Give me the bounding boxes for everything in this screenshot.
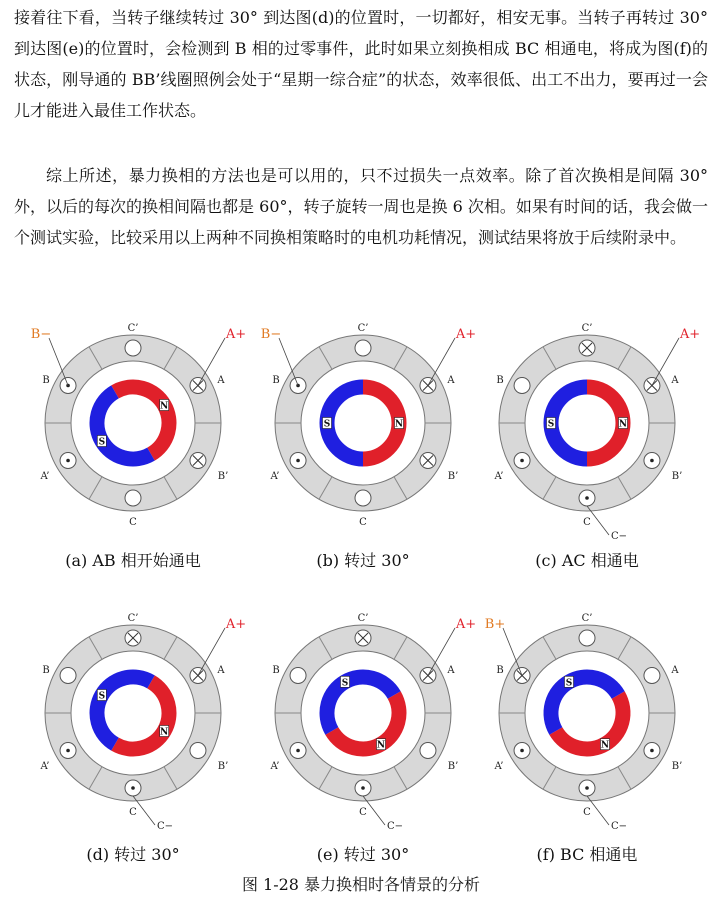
label-a: A bbox=[671, 375, 679, 386]
current-label-a-plus: A+ bbox=[679, 327, 701, 342]
rotor-n-label: N bbox=[600, 740, 610, 751]
rotor-n-label: N bbox=[394, 419, 404, 430]
label-b: B bbox=[42, 375, 50, 386]
current-label-a-plus: A+ bbox=[225, 327, 247, 342]
label-a: A bbox=[671, 665, 679, 676]
label-c: C bbox=[359, 517, 367, 528]
motor-diagram bbox=[248, 318, 478, 547]
current-label-b-plus: B+ bbox=[484, 617, 506, 632]
label-a-prime: A’ bbox=[270, 471, 280, 482]
motor-diagram bbox=[248, 608, 478, 837]
current-label-c-minus: C− bbox=[610, 531, 628, 542]
rotor-s-label: S bbox=[98, 691, 106, 702]
current-label-c-minus: C− bbox=[610, 821, 628, 832]
label-a: A bbox=[217, 375, 225, 386]
slot-b bbox=[290, 668, 306, 684]
rotor-s-label: S bbox=[323, 419, 331, 430]
label-c-prime: C’ bbox=[581, 323, 593, 334]
label-a-prime: A’ bbox=[40, 761, 50, 772]
label-b: B bbox=[496, 375, 504, 386]
slot-c-prime bbox=[355, 340, 371, 356]
current-label-c-minus: C− bbox=[386, 821, 404, 832]
label-c-prime: C’ bbox=[127, 323, 139, 334]
current-label-c-minus: C− bbox=[156, 821, 174, 832]
label-c-prime: C’ bbox=[357, 323, 369, 334]
current-label-a-plus: A+ bbox=[455, 617, 477, 632]
subfigure-caption: (e) 转过 30° bbox=[316, 845, 410, 864]
label-c: C bbox=[583, 807, 591, 818]
label-b: B bbox=[42, 665, 50, 676]
slot-c bbox=[125, 490, 141, 506]
motor-diagram bbox=[472, 608, 702, 837]
label-b-prime: B’ bbox=[217, 761, 229, 772]
subfigure-caption: (a) AB 相开始通电 bbox=[65, 551, 201, 570]
rotor-s-label: S bbox=[341, 678, 349, 689]
label-b: B bbox=[272, 665, 280, 676]
label-b-prime: B’ bbox=[671, 761, 683, 772]
label-b: B bbox=[496, 665, 504, 676]
rotor-s-label: S bbox=[98, 437, 106, 448]
label-c-prime: C’ bbox=[357, 613, 369, 624]
subfigure-caption: (c) AC 相通电 bbox=[535, 551, 639, 570]
rotor-n-label: N bbox=[376, 740, 386, 751]
label-a-prime: A’ bbox=[494, 761, 504, 772]
label-b-prime: B’ bbox=[217, 471, 229, 482]
label-c: C bbox=[583, 517, 591, 528]
rotor-n-label: N bbox=[618, 419, 628, 430]
label-a: A bbox=[217, 665, 225, 676]
current-label-a-plus: A+ bbox=[455, 327, 477, 342]
label-b-prime: B’ bbox=[447, 471, 459, 482]
subfigure-caption: (b) 转过 30° bbox=[316, 551, 410, 570]
label-a: A bbox=[447, 375, 455, 386]
rotor-s-label: S bbox=[547, 419, 555, 430]
slot-b-prime bbox=[190, 743, 206, 759]
label-c: C bbox=[129, 517, 137, 528]
figure-caption: 图 1-28 暴力换相时各情景的分析 bbox=[241, 875, 481, 894]
label-a-prime: A’ bbox=[40, 471, 50, 482]
rotor-s-label: S bbox=[565, 678, 573, 689]
rotor-n-label: N bbox=[160, 401, 169, 412]
paragraph-2: 综上所述，暴力换相的方法也是可以用的，只不过损失一点效率。除了首次换相是间隔 30° 外，以后的每次的换相间隔也都是 60°，转子旋转一周也是换 6 次相。如果有时间的话，我会做一个测试实验，比较采用以上两种不同换相策略时的电机功耗情况，测试结果将放于后续附录中。 bbox=[14, 166, 708, 247]
label-c: C bbox=[129, 807, 137, 818]
slot-c-prime bbox=[579, 630, 595, 646]
paragraph-1: 接着往下看，当转子继续转过 30° 到达图(d)的位置时，一切都好，相安无事。当转子再转过 30° 到达图(e)的位置时，会检测到 B 相的过零事件，此时如果立刻换相成 BC 相通电，将成为图(f)的状态，刚导通的 BB’线圈照例会处于“星期一综合症”的状态，效率很低、出工不出力，要再过一会儿才能进入最佳工作状态。 bbox=[14, 8, 708, 120]
slot-a bbox=[644, 668, 660, 684]
current-label-b-minus: B− bbox=[30, 327, 52, 342]
label-a: A bbox=[447, 665, 455, 676]
rotor-n-label: N bbox=[160, 727, 169, 738]
label-b-prime: B’ bbox=[447, 761, 459, 772]
slot-c bbox=[355, 490, 371, 506]
current-label-b-minus: B− bbox=[260, 327, 282, 342]
motor-diagram bbox=[18, 318, 248, 547]
slot-b bbox=[60, 668, 76, 684]
label-a-prime: A’ bbox=[494, 471, 504, 482]
label-b-prime: B’ bbox=[671, 471, 683, 482]
motor-diagram bbox=[472, 318, 702, 547]
slot-c-prime bbox=[125, 340, 141, 356]
label-c-prime: C’ bbox=[581, 613, 593, 624]
slot-b-prime bbox=[420, 743, 436, 759]
subfigure-caption: (d) 转过 30° bbox=[86, 845, 180, 864]
motor-diagram bbox=[18, 608, 248, 837]
label-a-prime: A’ bbox=[270, 761, 280, 772]
slot-b bbox=[514, 378, 530, 394]
label-c-prime: C’ bbox=[127, 613, 139, 624]
current-label-a-plus: A+ bbox=[225, 617, 247, 632]
label-c: C bbox=[359, 807, 367, 818]
label-b: B bbox=[272, 375, 280, 386]
subfigure-caption: (f) BC 相通电 bbox=[536, 845, 638, 864]
